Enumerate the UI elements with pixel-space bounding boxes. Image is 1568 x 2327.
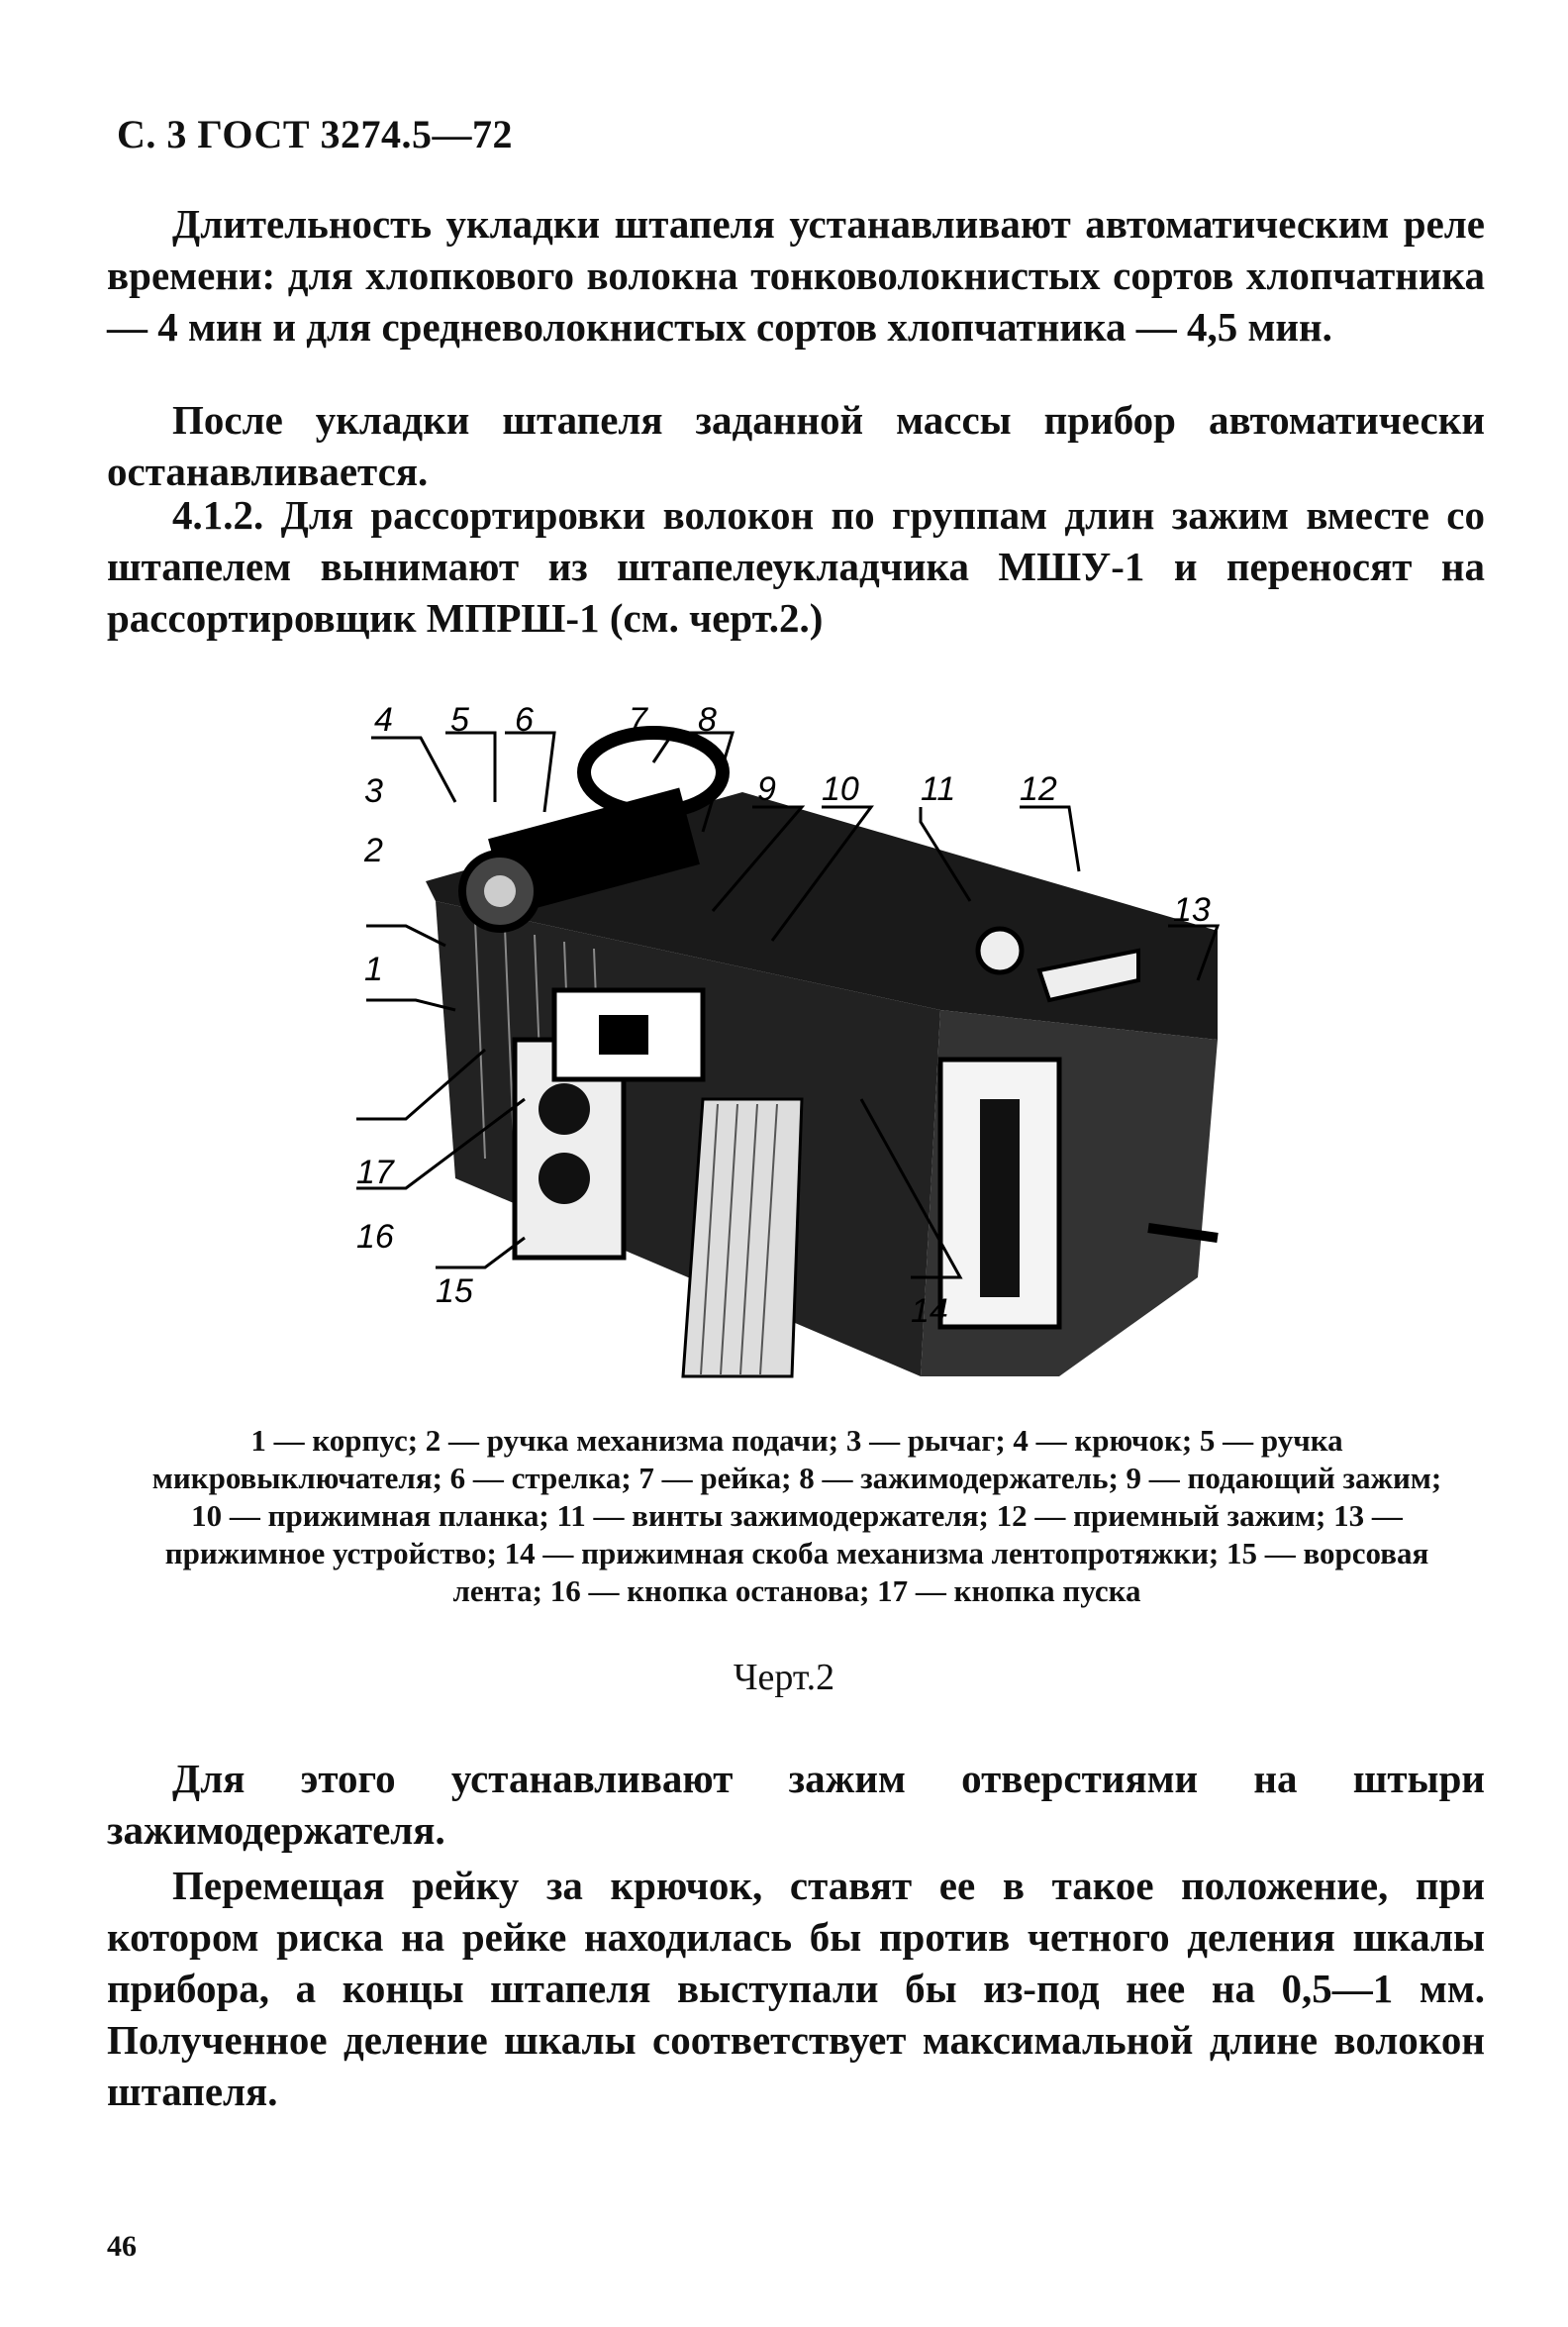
label-6: 6 xyxy=(515,701,534,739)
label-13: 13 xyxy=(1173,891,1211,929)
label-14: 14 xyxy=(911,1292,948,1330)
paragraph-text: 4.1.2. Для рассортировки волокон по группам длин зажим вместе со штапелем вынимают из штапелеукладчика МШУ-1 и переносят на рассортировщик МПРШ-1 (см. черт.2.) xyxy=(107,492,1485,641)
paragraph xyxy=(107,489,1485,644)
label-7: 7 xyxy=(629,701,647,739)
label-15: 15 xyxy=(436,1272,473,1310)
label-4: 4 xyxy=(374,701,393,739)
label-17: 17 xyxy=(356,1154,394,1191)
label-2: 2 xyxy=(364,832,383,869)
paragraph-text: Для этого устанавливают зажим отверстиями на штыри зажимодержателя. xyxy=(107,1756,1485,1853)
paragraph xyxy=(107,198,1485,353)
label-10: 10 xyxy=(822,770,859,808)
label-1: 1 xyxy=(364,951,383,988)
paragraph-text: После укладки штапеля заданной массы прибор автоматически останавливается. xyxy=(107,397,1485,494)
paragraph xyxy=(107,1753,1485,2117)
label-5: 5 xyxy=(450,701,469,739)
label-16: 16 xyxy=(356,1218,394,1256)
device-illustration xyxy=(327,683,1237,1396)
label-11: 11 xyxy=(921,770,956,808)
paragraph-text: Перемещая рейку за крючок, ставят ее в такое положение, при котором риска на рейке находилась бы против четного деления шкалы прибора, а концы штапеля выступали бы из-под нее на 0,5—1 мм. Полученное деление шкалы соответствует максимальной длине волокон штапеля. xyxy=(107,1863,1485,2114)
label-12: 12 xyxy=(1020,770,1057,808)
label-9: 9 xyxy=(757,770,776,808)
page-header: С. 3 ГОСТ 3274.5—72 xyxy=(117,112,514,156)
paragraph-text: Длительность укладки штапеля устанавливают автоматическим реле времени: для хлопкового волокна тонковолокнистых сортов хлопчатника — 4 мин и для средневолокнистых сортов хлопчатника — 4,5 мин. xyxy=(107,201,1485,350)
paragraph xyxy=(107,394,1485,497)
label-3: 3 xyxy=(364,772,383,810)
device-body xyxy=(426,733,1218,1376)
page-number: 46 xyxy=(107,2230,137,2263)
figure-caption: 1 — корпус; 2 — ручка механизма подачи; 3 — рычаг; 4 — крючок; 5 — ручка микровыключателя; 6 — стрелка; 7 — рейка; 8 — зажимодержатель; 9 — подающий зажим; 10 — прижимная планка; 11 — винты зажимодержателя; 12 — приемный зажим; 13 — прижимное устройство; 14 — прижимная скоба механизма лентопротяжки; 15 — ворсовая лента; 16 — кнопка останова; 17 — кнопка пуска xyxy=(151,1423,1442,1608)
figure-title: Черт.2 xyxy=(733,1657,835,1698)
label-8: 8 xyxy=(698,701,717,739)
